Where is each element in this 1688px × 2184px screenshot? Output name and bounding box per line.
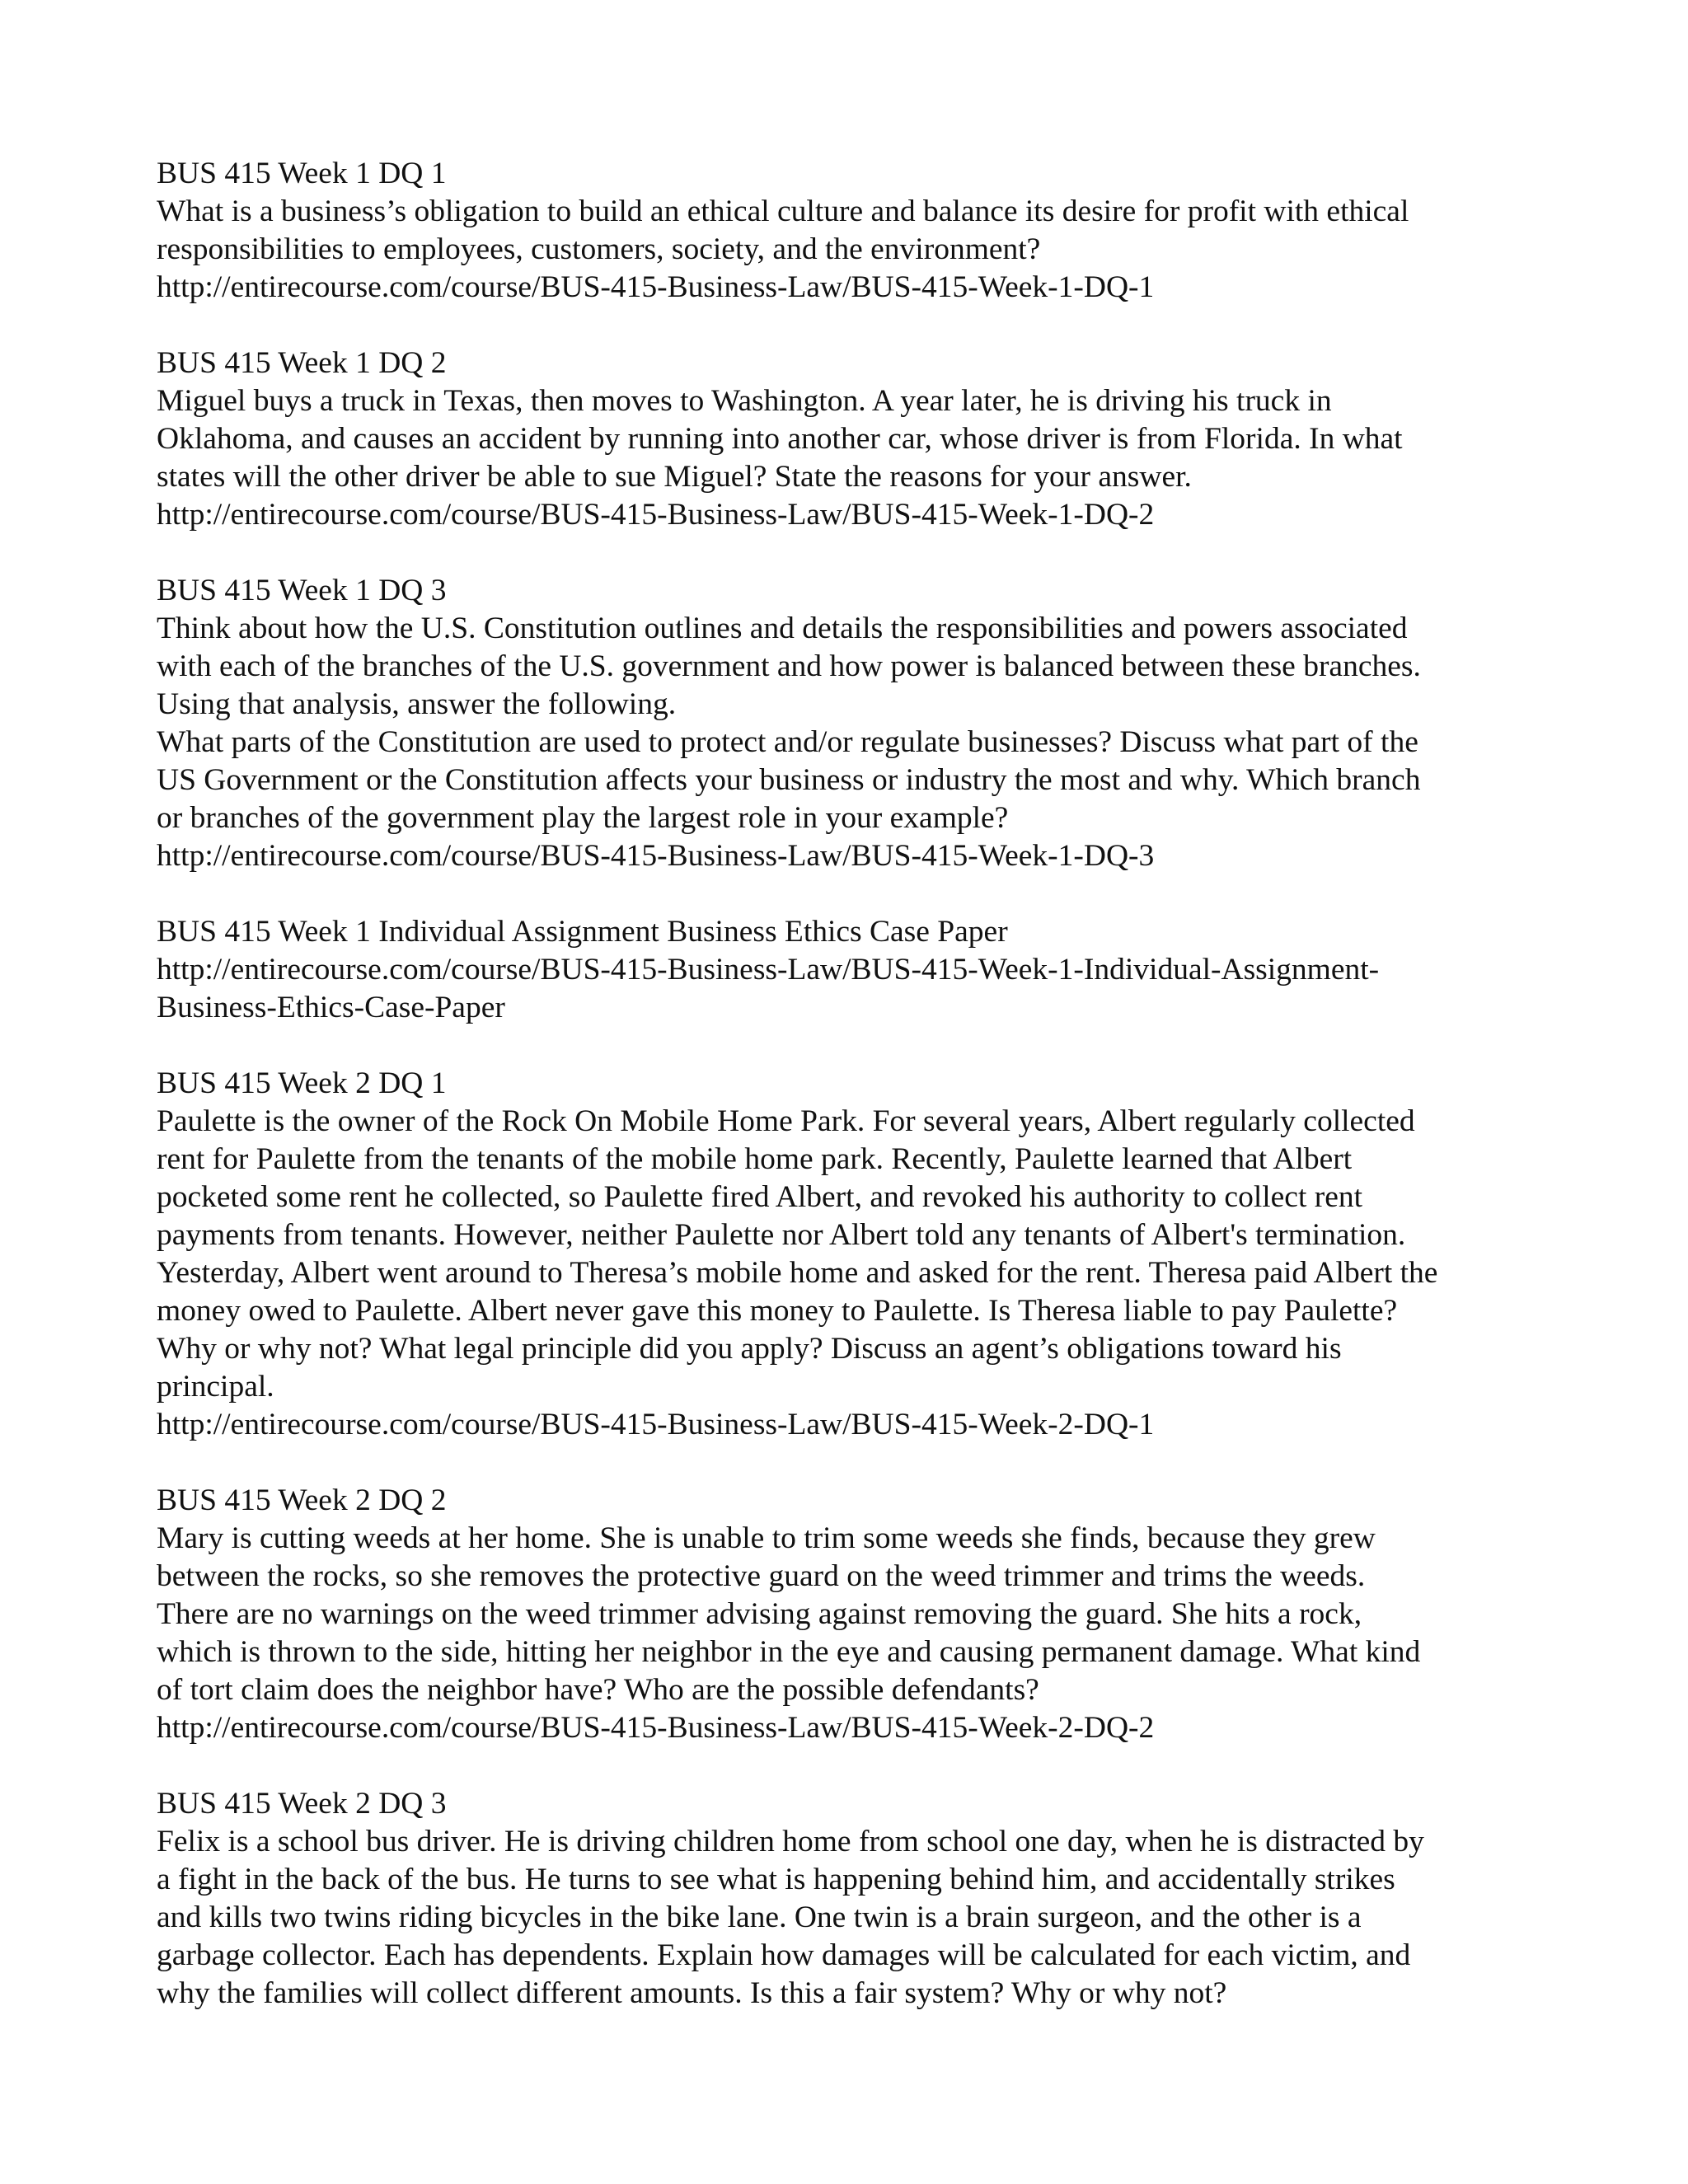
body-line: or branches of the government play the largest role in your example? <box>157 801 1009 835</box>
section-title: BUS 415 Week 2 DQ 2 <box>157 1483 447 1517</box>
body-line: payments from tenants. However, neither Paulette nor Albert told any tenants of Albert's termination. <box>157 1218 1406 1252</box>
course-link[interactable]: http://entirecourse.com/course/BUS-415-Business-Law/BUS-415-Week-1-DQ-2 <box>157 498 1155 532</box>
course-link[interactable]: http://entirecourse.com/course/BUS-415-Business-Law/BUS-415-Week-1-Individual-Assignment- <box>157 953 1380 987</box>
course-link[interactable]: http://entirecourse.com/course/BUS-415-Business-Law/BUS-415-Week-1-DQ-3 <box>157 839 1155 873</box>
course-link[interactable]: http://entirecourse.com/course/BUS-415-Business-Law/BUS-415-Week-2-DQ-1 <box>157 1408 1155 1441</box>
body-line: responsibilities to employees, customers, society, and the environment? <box>157 232 1041 266</box>
body-line: pocketed some rent he collected, so Paulette fired Albert, and revoked his authority to collect rent <box>157 1180 1363 1214</box>
body-line: Felix is a school bus driver. He is driving children home from school one day, when he is distracted by <box>157 1825 1424 1858</box>
section-week1-individual-assignment <box>157 913 1566 1027</box>
section-title: BUS 415 Week 1 DQ 1 <box>157 157 447 190</box>
section-title: BUS 415 Week 2 DQ 1 <box>157 1066 447 1100</box>
body-line: Miguel buys a truck in Texas, then moves to Washington. A year later, he is driving his truck in <box>157 384 1332 418</box>
section-week1-dq2 <box>157 344 1566 534</box>
body-line: Think about how the U.S. Constitution outlines and details the responsibilities and powers associated <box>157 612 1408 645</box>
body-line: between the rocks, so she removes the protective guard on the weed trimmer and trims the weeds. <box>157 1559 1366 1593</box>
section-week1-dq3 <box>157 572 1566 875</box>
body-line: What parts of the Constitution are used to protect and/or regulate businesses? Discuss what part of the <box>157 725 1418 759</box>
section-week2-dq3 <box>157 1785 1566 2013</box>
body-line: and kills two twins riding bicycles in the bike lane. One twin is a brain surgeon, and the other is a <box>157 1900 1362 1934</box>
section-week2-dq2 <box>157 1482 1566 1747</box>
section-title: BUS 415 Week 1 Individual Assignment Business Ethics Case Paper <box>157 915 1008 949</box>
course-link-continued[interactable]: Business-Ethics-Case-Paper <box>157 991 505 1024</box>
body-line: principal. <box>157 1370 274 1404</box>
body-line: Using that analysis, answer the following. <box>157 687 677 721</box>
body-line: What is a business’s obligation to build an ethical culture and balance its desire for profit with ethical <box>157 194 1409 228</box>
section-title: BUS 415 Week 2 DQ 3 <box>157 1787 447 1821</box>
course-link[interactable]: http://entirecourse.com/course/BUS-415-Business-Law/BUS-415-Week-1-DQ-1 <box>157 270 1155 304</box>
section-week2-dq1 <box>157 1065 1566 1444</box>
body-line: Oklahoma, and causes an accident by running into another car, whose driver is from Florida. In what <box>157 422 1403 456</box>
body-line: states will the other driver be able to sue Miguel? State the reasons for your answer. <box>157 460 1192 494</box>
body-line: rent for Paulette from the tenants of the mobile home park. Recently, Paulette learned that Albert <box>157 1142 1353 1176</box>
body-line: Paulette is the owner of the Rock On Mobile Home Park. For several years, Albert regularly collected <box>157 1104 1415 1138</box>
body-line: of tort claim does the neighbor have? Who are the possible defendants? <box>157 1673 1039 1707</box>
body-line: with each of the branches of the U.S. government and how power is balanced between these branches. <box>157 649 1421 683</box>
section-title: BUS 415 Week 1 DQ 3 <box>157 574 447 607</box>
body-line: why the families will collect different amounts. Is this a fair system? Why or why not? <box>157 1976 1227 2010</box>
body-line: Yesterday, Albert went around to Theresa’s mobile home and asked for the rent. Theresa paid Albert the <box>157 1256 1438 1290</box>
body-line: which is thrown to the side, hitting her neighbor in the eye and causing permanent damage. What kind <box>157 1635 1421 1669</box>
body-line: Mary is cutting weeds at her home. She is unable to trim some weeds she finds, because they grew <box>157 1521 1376 1555</box>
body-line: Why or why not? What legal principle did you apply? Discuss an agent’s obligations toward his <box>157 1332 1342 1366</box>
section-week1-dq1 <box>157 155 1566 307</box>
body-line: money owed to Paulette. Albert never gave this money to Paulette. Is Theresa liable to pay Paulette? <box>157 1294 1398 1328</box>
body-line: a fight in the back of the bus. He turns to see what is happening behind him, and accidentally strikes <box>157 1863 1395 1896</box>
body-line: US Government or the Constitution affects your business or industry the most and why. Which branch <box>157 763 1421 797</box>
section-title: BUS 415 Week 1 DQ 2 <box>157 346 447 380</box>
course-link[interactable]: http://entirecourse.com/course/BUS-415-Business-Law/BUS-415-Week-2-DQ-2 <box>157 1711 1155 1745</box>
body-line: garbage collector. Each has dependents. Explain how damages will be calculated for each victim, and <box>157 1938 1411 1972</box>
body-line: There are no warnings on the weed trimmer advising against removing the guard. She hits a rock, <box>157 1597 1362 1631</box>
document-page <box>157 155 1566 2050</box>
